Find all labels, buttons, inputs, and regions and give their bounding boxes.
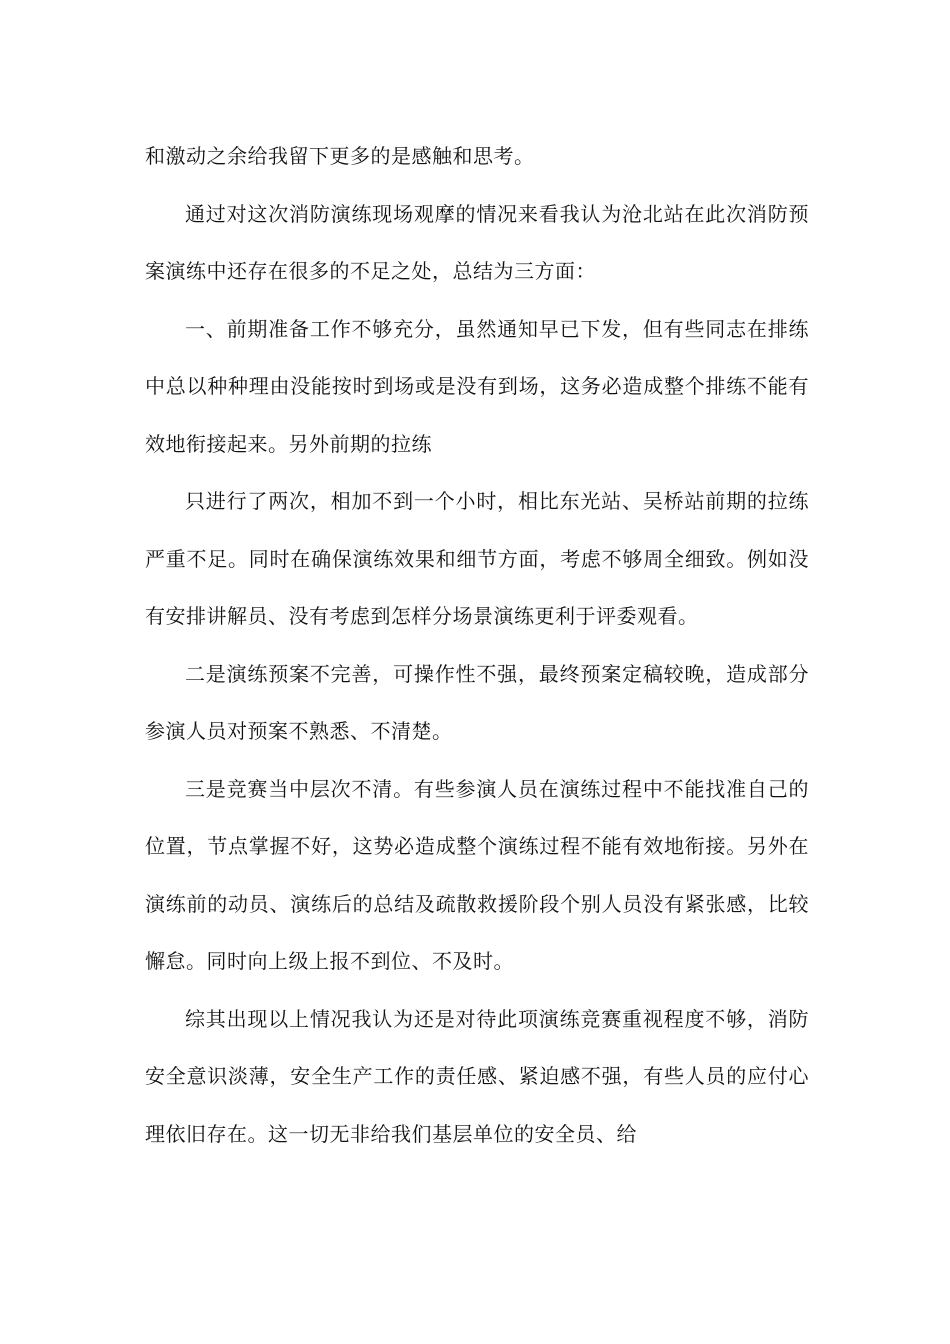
paragraph-6: 三是竞赛当中层次不清。有些参演人员在演练过程中不能找准自己的位置，节点掌握不好，这势必造成整个演练过程不能有效地衔接。另外在演练前的动员、演练后的总结及疏散救援阶段个别人员没有紧张感，比较懈怠。同时向上级上报不到位、不及时。 [145, 776, 809, 973]
paragraph-7: 综其出现以上情况我认为还是对待此项演练竞赛重视程度不够，消防安全意识淡薄，安全生产工作的责任感、紧迫感不强，有些人员的应付心理依旧存在。这一切无非给我们基层单位的安全员、给 [145, 1006, 809, 1146]
paragraph-1: 和激动之余给我留下更多的是感触和思考。 [145, 144, 535, 168]
document-body [145, 128, 809, 1163]
paragraph-3: 一、前期准备工作不够充分，虽然通知早已下发，但有些同志在排练中总以种种理由没能按时到场或是没有到场，这务必造成整个排练不能有效地衔接起来。另外前期的拉练 [145, 316, 809, 456]
paragraph-4: 只进行了两次，相加不到一个小时，相比东光站、吴桥站前期的拉练严重不足。同时在确保演练效果和细节方面，考虑不够周全细致。例如没有安排讲解员、没有考虑到怎样分场景演练更利于评委观看。 [145, 489, 809, 628]
paragraph-2: 通过对这次消防演练现场观摩的情况来看我认为沧北站在此次消防预案演练中还存在很多的不足之处，总结为三方面： [145, 201, 809, 283]
paragraph-5: 二是演练预案不完善，可操作性不强，最终预案定稿较晚，造成部分参演人员对预案不熟悉、不清楚。 [145, 661, 809, 743]
